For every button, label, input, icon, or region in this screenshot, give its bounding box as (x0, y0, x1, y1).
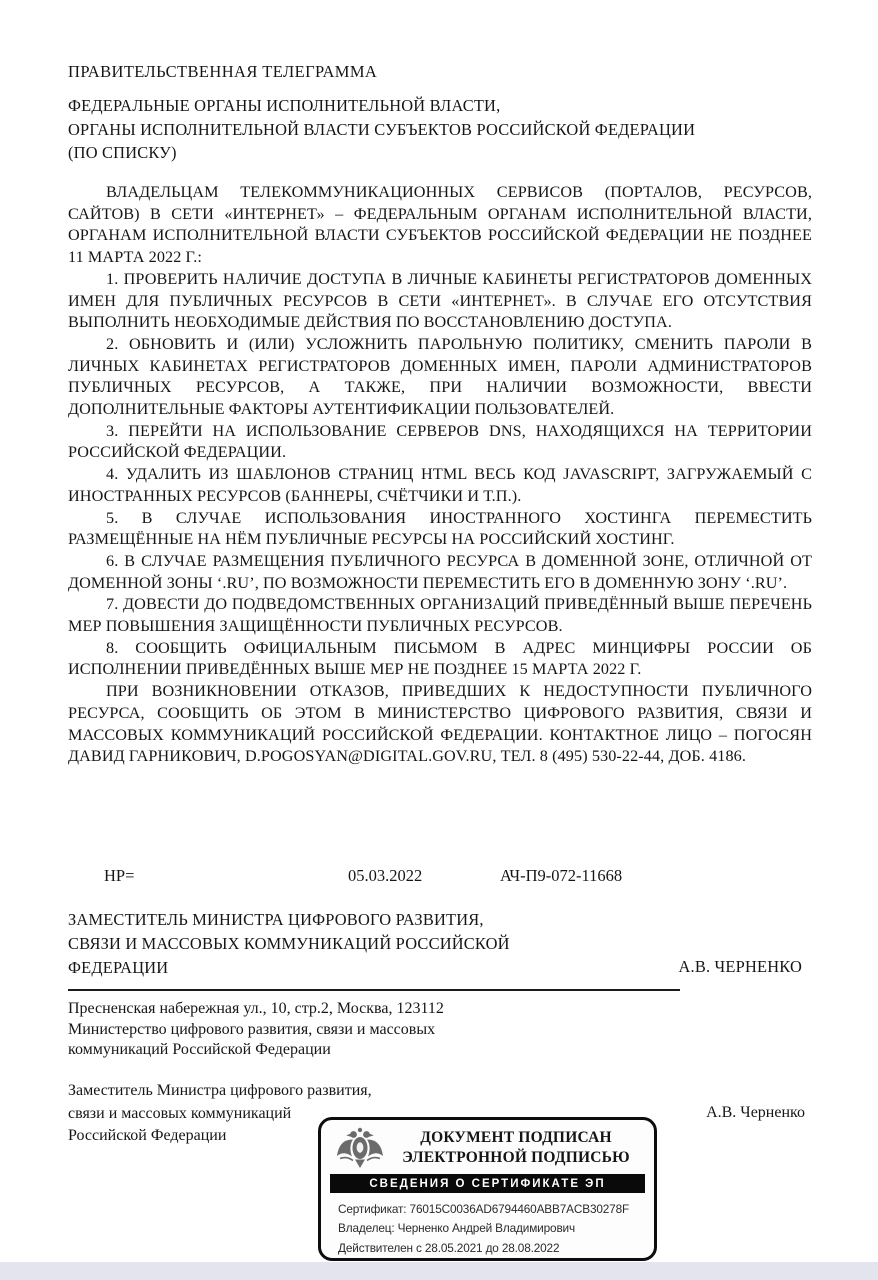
signatory-title-line-3: ФЕДЕРАЦИИ (68, 957, 169, 977)
signature-block-upper (68, 908, 812, 979)
signatory-lower-line-2: связи и массовых коммуникаций (68, 1104, 292, 1122)
address-line-1: Пресненская набережная ул., 10, стр.2, Москва, 123112 (68, 1000, 444, 1017)
digital-signature-stamp (318, 1117, 657, 1261)
signatory-lower-line-1: Заместитель Министра цифрового развития, (68, 1082, 372, 1099)
signatory-title-line-1: ЗАМЕСТИТЕЛЬ МИНИСТРА ЦИФРОВОГО РАЗВИТИЯ, (68, 910, 484, 929)
reference-line (68, 866, 812, 888)
paragraph-contact: ПРИ ВОЗНИКНОВЕНИИ ОТКАЗОВ, ПРИВЕДШИХ К НЕДОСТУПНОСТИ ПУБЛИЧНОГО РЕСУРСА, СООБЩИТЬ ОБ ЭТОМ В МИНИСТЕРСТВО ЦИФРОВОГО РАЗВИТИЯ, СВЯЗИ И МАССОВЫХ КОММУНИКАЦИЙ РОССИЙСКОЙ ФЕДЕРАЦИИ. КОНТАКТНОЕ ЛИЦО – ПОГОСЯН ДАВИД ГАРНИКОВИЧ, D.POGOSYAN@DIGITAL.GOV.RU, ТЕЛ. 8 (495) 530-22-44, ДОБ. 4186. (68, 682, 812, 766)
telegram-code: НР= (104, 866, 135, 885)
address-line-3: коммуникаций Российской Федерации (68, 1041, 331, 1059)
certificate-details (321, 1193, 654, 1258)
paragraph-item-4: 4. УДАЛИТЬ ИЗ ШАБЛОНОВ СТРАНИЦ HTML ВЕСЬ КОД JAVASCRIPT, ЗАГРУЖАЕМЫЙ С ИНОСТРАННЫХ РЕСУРСОВ (БАННЕРЫ, СЧЁТЧИКИ И Т.П.). (68, 465, 812, 505)
stamp-title-line-2: ЭЛЕКТРОННОЙ ПОДПИСЬЮ (402, 1149, 630, 1166)
document-date: 05.03.2022 (348, 866, 423, 885)
paragraph-item-2: 2. ОБНОВИТЬ И (ИЛИ) УСЛОЖНИТЬ ПАРОЛЬНУЮ ПОЛИТИКУ, СМЕНИТЬ ПАРОЛИ В ЛИЧНЫХ КАБИНЕТАХ РЕГИСТРАТОРОВ ДОМЕННЫХ ИМЕН, ПАРОЛИ АДМИНИСТРАТОРОВ ПУБЛИЧНЫХ РЕСУРСОВ, А ТАКЖЕ, ПРИ НАЛИЧИИ ВОЗМОЖНОСТИ, ВВЕСТИ ДОПОЛНИТЕЛЬНЫЕ ФАКТОРЫ АУТЕНТИФИКАЦИИ ПОЛЬЗОВАТЕЛЕЙ. (68, 334, 812, 419)
ministry-address-block (68, 999, 668, 1061)
addressee-line-2: ОРГАНЫ ИСПОЛНИТЕЛЬНОЙ ВЛАСТИ СУБЪЕКТОВ РОССИЙСКОЙ ФЕДЕРАЦИИ (68, 119, 696, 139)
certificate-number-line: Сертификат: 76015C0036AD6794460ABB7ACB30278F (338, 1202, 630, 1216)
document-number: АЧ-П9-072-11668 (500, 866, 623, 885)
signatory-name-upper: А.В. ЧЕРНЕНКО (678, 957, 802, 976)
paragraph-item-7: 7. ДОВЕСТИ ДО ПОДВЕДОМСТВЕННЫХ ОРГАНИЗАЦИЙ ПРИВЕДЁННЫЙ ВЫШЕ ПЕРЕЧЕНЬ МЕР ПОВЫШЕНИЯ ЗАЩИЩЁННОСТИ ПУБЛИЧНЫХ РЕСУРСОВ. (68, 595, 812, 636)
stamp-title (386, 1128, 646, 1168)
divider-line (68, 989, 680, 991)
russian-coat-of-arms-icon (334, 1126, 386, 1170)
certificate-owner-line: Владелец: Черненко Андрей Владимирович (338, 1221, 575, 1236)
addressee-block (68, 94, 812, 165)
app-footer-bar (0, 1262, 878, 1280)
addressee-line-3: (ПО СПИСКУ) (68, 143, 177, 162)
paragraph-item-5: 5. В СЛУЧАЕ ИСПОЛЬЗОВАНИЯ ИНОСТРАННОГО ХОСТИНГА ПЕРЕМЕСТИТЬ РАЗМЕЩЁННЫЕ НА НЁМ ПУБЛИЧНЫЕ РЕСУРСЫ НА РОССИЙСКИЙ ХОСТИНГ. (68, 508, 812, 549)
document-body (68, 182, 812, 768)
stamp-title-line-1: ДОКУМЕНТ ПОДПИСАН (420, 1129, 612, 1146)
document-title: ПРАВИТЕЛЬСТВЕННАЯ ТЕЛЕГРАММА (68, 62, 378, 81)
stamp-header (321, 1120, 654, 1172)
signatory-lower-line-3: Российской Федерации (68, 1127, 227, 1144)
certificate-info-band: СВЕДЕНИЯ О СЕРТИФИКАТЕ ЭП (330, 1174, 645, 1193)
paragraph-item-8: 8. СООБЩИТЬ ОФИЦИАЛЬНЫМ ПИСЬМОМ В АДРЕС МИНЦИФРЫ РОССИИ ОБ ИСПОЛНЕНИИ ПРИВЕДЁННЫХ ВЫШЕ МЕР НЕ ПОЗДНЕЕ 15 МАРТА 2022 Г. (68, 638, 812, 679)
paragraph-item-6: 6. В СЛУЧАЕ РАЗМЕЩЕНИЯ ПУБЛИЧНОГО РЕСУРСА В ДОМЕННОЙ ЗОНЕ, ОТЛИЧНОЙ ОТ ДОМЕННОЙ ЗОНЫ ‘.RU’, ПО ВОЗМОЖНОСТИ ПЕРЕМЕСТИТЬ ЕГО В ДОМЕННУЮ ЗОНУ ‘.RU’. (68, 551, 812, 592)
signatory-name-lower: А.В. Черненко (706, 1104, 805, 1121)
paragraph-preamble: ВЛАДЕЛЬЦАМ ТЕЛЕКОММУНИКАЦИОННЫХ СЕРВИСОВ (ПОРТАЛОВ, РЕСУРСОВ, САЙТОВ) В СЕТИ «ИНТЕРНЕТ» – ФЕДЕРАЛЬНЫМ ОРГАНАМ ИСПОЛНИТЕЛЬНОЙ ВЛАСТИ, ОРГАНАМ ИСПОЛНИТЕЛЬНОЙ ВЛАСТИ СУБЪЕКТОВ РОССИЙСКОЙ ФЕДЕРАЦИИ НЕ ПОЗДНЕЕ 11 МАРТА 2022 Г.: (68, 183, 812, 267)
paragraph-item-3: 3. ПЕРЕЙТИ НА ИСПОЛЬЗОВАНИЕ СЕРВЕРОВ DNS, НАХОДЯЩИХСЯ НА ТЕРРИТОРИИ РОССИЙСКОЙ ФЕДЕРАЦИИ. (68, 421, 812, 462)
signatory-title-line-2: СВЯЗИ И МАССОВЫХ КОММУНИКАЦИЙ РОССИЙСКОЙ (68, 933, 510, 953)
certificate-validity-line: Действителен с 28.05.2021 до 28.08.2022 (338, 1240, 560, 1255)
addressee-line-1: ФЕДЕРАЛЬНЫЕ ОРГАНЫ ИСПОЛНИТЕЛЬНОЙ ВЛАСТИ, (68, 96, 501, 115)
address-line-2: Министерство цифрового развития, связи и массовых (68, 1020, 436, 1038)
paragraph-item-1: 1. ПРОВЕРИТЬ НАЛИЧИЕ ДОСТУПА В ЛИЧНЫЕ КАБИНЕТЫ РЕГИСТРАТОРОВ ДОМЕННЫХ ИМЕН ДЛЯ ПУБЛИЧНЫХ РЕСУРСОВ В СЕТИ «ИНТЕРНЕТ». В СЛУЧАЕ ЕГО ОТСУТСТВИЯ ВЫПОЛНИТЬ НЕОБХОДИМЫЕ ДЕЙСТВИЯ ПО ВОССТАНОВЛЕНИЮ ДОСТУПА. (68, 269, 812, 332)
